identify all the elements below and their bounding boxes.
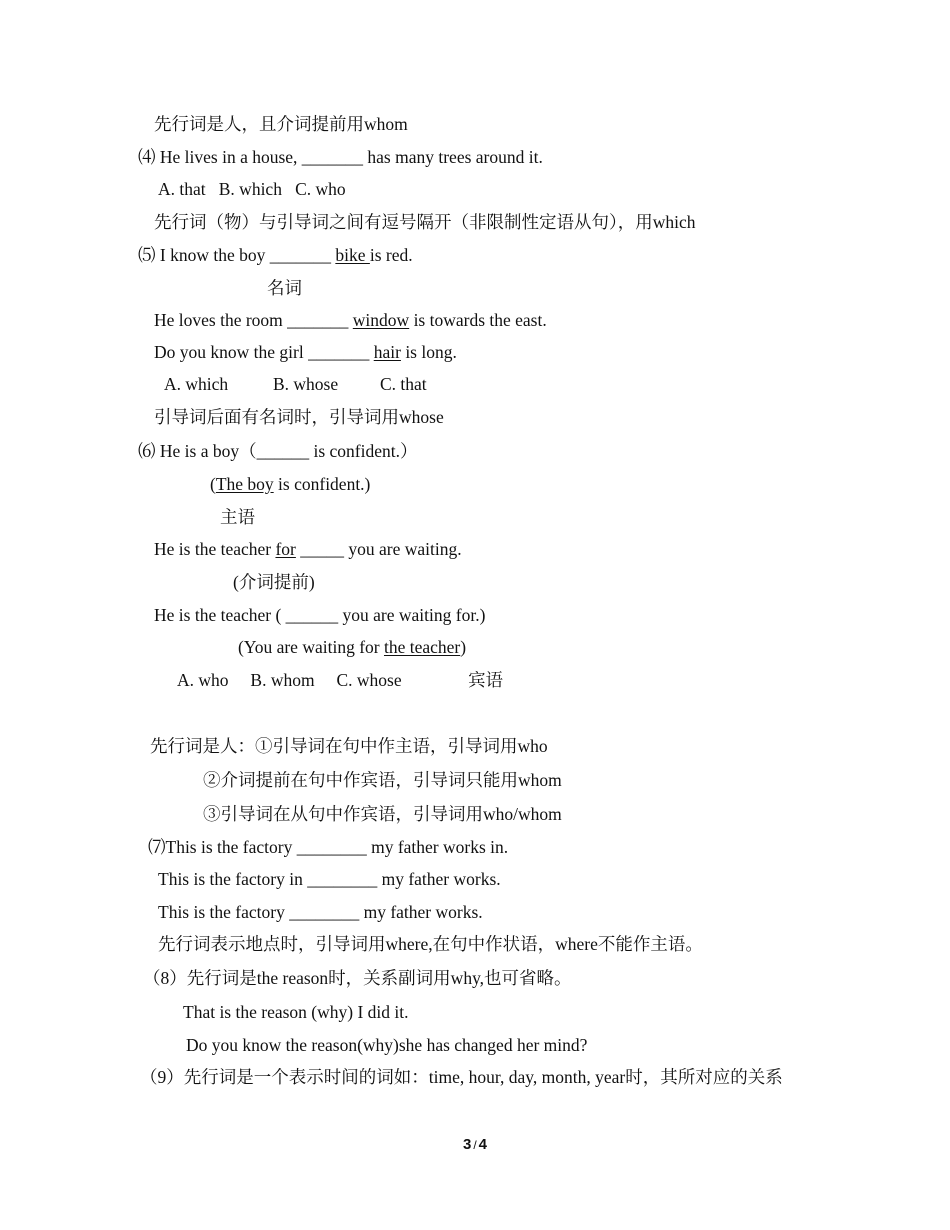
- text-segment: (: [210, 474, 216, 494]
- example-line: [238, 636, 466, 658]
- options-line: A. who B. whom C. whose: [177, 670, 402, 690]
- question-5: [138, 244, 413, 266]
- page-number: [0, 1136, 950, 1153]
- underlined-word: bike: [335, 245, 370, 265]
- text-segment: is red.: [369, 245, 413, 265]
- underlined-word: hair: [373, 342, 401, 362]
- text-segment: is long.: [400, 342, 457, 362]
- text-segment: Do you know the girl _______: [154, 342, 374, 362]
- rule-line: ③引导词在从句中作宾语，引导词用who/whom: [203, 804, 562, 824]
- example-line: That is the reason (why) I did it.: [183, 1002, 409, 1022]
- text-segment: He loves the room _______: [154, 310, 353, 330]
- question-7: ⑺This is the factory ________ my father works in.: [148, 837, 509, 857]
- example-line: This is the factory ________ my father works.: [158, 902, 483, 922]
- example-line: [154, 538, 462, 560]
- text-segment: is towards the east.: [409, 310, 547, 330]
- text-line: 先行词（物）与引导词之间有逗号隔开（非限制性定语从句），用which: [154, 212, 696, 232]
- text-segment: ): [460, 637, 467, 657]
- page-separator: /: [473, 1138, 477, 1152]
- option-a: A. which: [164, 374, 229, 394]
- question-4: ⑷ He lives in a house, _______ has many trees around it.: [138, 147, 543, 167]
- question-6: ⑹ He is a boy（______ is confident.）: [138, 441, 418, 461]
- underlined-word: window: [352, 310, 410, 330]
- underlined-word: The boy: [215, 474, 274, 494]
- annotation-label: 宾语: [468, 670, 503, 690]
- text-segment: is confident.): [273, 474, 371, 494]
- option-c: C. that: [380, 374, 427, 394]
- rule-line: ②介词提前在句中作宾语，引导词只能用whom: [203, 770, 562, 790]
- annotation-label: (介词提前): [233, 572, 315, 592]
- page-total: 4: [478, 1136, 488, 1153]
- example-line: [154, 341, 457, 363]
- text-segment: He is the teacher: [154, 539, 276, 559]
- annotation-label: 主语: [220, 507, 255, 527]
- underlined-word: for: [275, 539, 296, 559]
- option-b: B. whose: [273, 374, 339, 394]
- text-line: 先行词是人，且介词提前用whom: [154, 114, 408, 134]
- text-segment: ⑸ I know the boy _______: [138, 245, 336, 265]
- example-line: Do you know the reason(why)she has changed her mind?: [186, 1035, 588, 1055]
- text-line: 引导词后面有名词时，引导词用whose: [154, 407, 444, 427]
- page-current: 3: [462, 1136, 472, 1153]
- annotation-label: 名词: [267, 278, 302, 298]
- section-8: （8）先行词是the reason时，关系副词用why,也可省略。: [143, 968, 572, 988]
- text-segment: (You are waiting for: [238, 637, 384, 657]
- example-line: This is the factory in ________ my father works.: [158, 869, 501, 889]
- text-segment: _____ you are waiting.: [295, 539, 462, 559]
- rule-line: 先行词是人：①引导词在句中作主语，引导词用who: [150, 736, 548, 756]
- underlined-word: the teacher: [383, 637, 461, 657]
- example-line: [154, 309, 547, 331]
- text-line: 先行词表示地点时，引导词用where,在句中作状语，where不能作主语。: [158, 934, 703, 954]
- section-9: （9）先行词是一个表示时间的词如：time, hour, day, month, year时，其所对应的关系: [140, 1067, 783, 1087]
- options-line: A. that B. which C. who: [158, 179, 346, 199]
- example-line: He is the teacher ( ______ you are waiting for.): [154, 605, 486, 625]
- example-line: [210, 473, 370, 495]
